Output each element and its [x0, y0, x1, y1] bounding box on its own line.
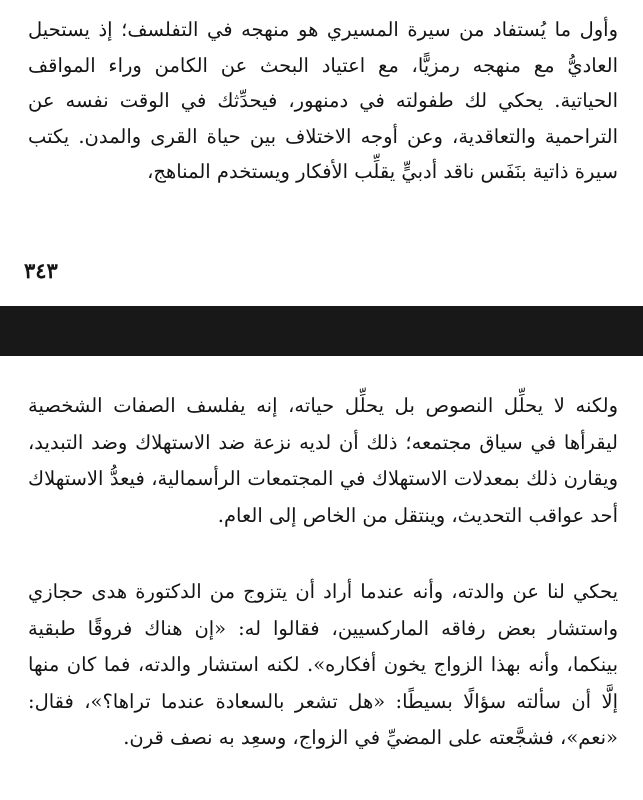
page-separator — [0, 306, 643, 356]
page-number: ٣٤٣ — [24, 258, 58, 283]
bottom-page — [0, 356, 643, 800]
top-page-paragraph: وأول ما يُستفاد من سيرة المسيري هو منهجه في التفلسف؛ إذ يستحيل العاديُّ مع منهجه رمزيًّا، مع اعتياد البحث عن الكامن وراء المواقف الحياتية. يحكي لك طفولته في دمنهور، فيحدِّثك في الوقت نفسه عن التراحمية والتعاقدية، وعن أوجه الاختلاف بين حياة القرى والمدن. يكتب سيرة ذاتية بنَفَس ناقد أدبيٍّ يقلِّب الأفكار ويستخدم المناهج، — [28, 18, 618, 184]
bottom-page-paragraph-2: يحكي لنا عن والدته، وأنه عندما أراد أن يتزوج من الدكتورة هدى حجازي واستشار بعض رفاقه الماركسيين، فقالوا له: «إن هناك فروقًا طبقية بينكما، وأنه بهذا الزواج يخون أفكاره». لكنه استشار والدته، فما كان منها إلَّا أن سألته سؤالًا بسيطًا: «هل تشعر بالسعادة عندما تراها؟»، فقال: «نعم»، فشجَّعته على المضيِّ في الزواج، وسعِد به نصف قرن. — [28, 580, 618, 749]
top-page — [0, 0, 643, 306]
bottom-page-paragraph-1: ولكنه لا يحلِّل النصوص بل يحلِّل حياته، إنه يفلسف الصفات الشخصية ليقرأها في سياق مجتمعه؛ ذلك أن لديه نزعة ضد الاستهلاك وضد التبديد، ويقارن ذلك بمعدلات الاستهلاك في المجتمعات الرأسمالية، فيعدُّ الاستهلاك أحد عواقب التحديث، وينتقل من الخاص إلى العام. — [28, 394, 618, 527]
